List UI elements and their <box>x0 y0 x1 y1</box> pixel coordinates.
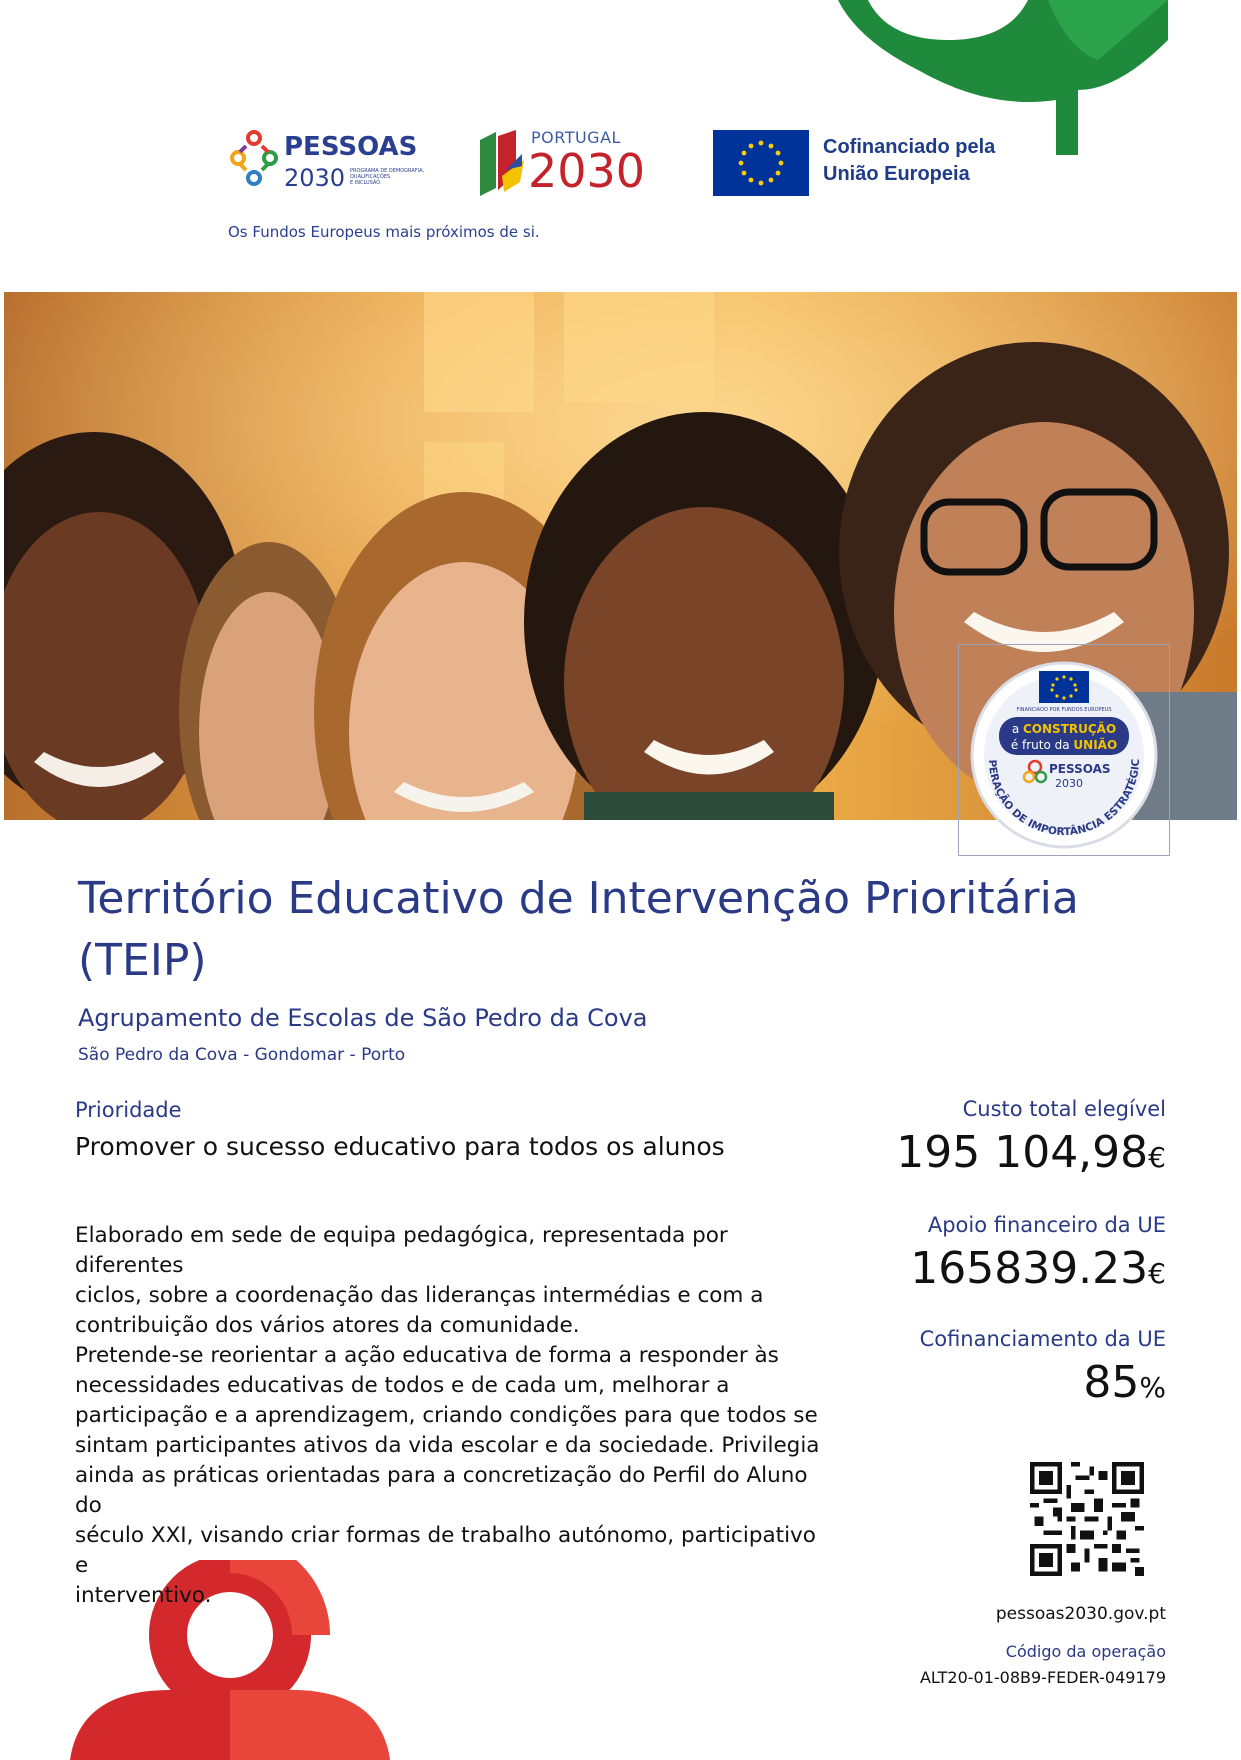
eu-support-value: 165839.23 <box>910 1243 1149 1294</box>
priority-label: Prioridade <box>75 1098 182 1122</box>
portugal-logo-year: 2030 <box>528 144 646 198</box>
pessoas-logo-year: 2030 <box>284 164 346 192</box>
description-line: século XXI, visando criar formas de trabalho autónomo, participativo e <box>75 1523 816 1578</box>
badge-logo-year: 2030 <box>1055 777 1083 790</box>
qr-code-icon[interactable] <box>1030 1462 1144 1576</box>
eu-support-label: Apoio financeiro da UE <box>927 1213 1166 1237</box>
eu-support-unit: € <box>1148 1257 1166 1290</box>
description-line: participação e a aprendizagem, criando condições para que todos se <box>75 1403 818 1428</box>
beneficiary-name: Agrupamento de Escolas de São Pedro da Cova <box>78 1004 648 1032</box>
pessoas-2030-logo <box>228 128 428 198</box>
eu-support-amount <box>910 1244 1166 1299</box>
description-line: sintam participantes ativos da vida escolar e da sociedade. Privilegia <box>75 1433 820 1458</box>
project-title-line2: (TEIP) <box>78 935 207 986</box>
portugal-2030-logo <box>476 128 656 198</box>
strategic-operation-badge <box>958 644 1170 856</box>
program-line: E INCLUSÃO <box>350 180 381 186</box>
website-link[interactable]: pessoas2030.gov.pt <box>995 1604 1166 1624</box>
portugal-flag-stripes-icon <box>476 130 528 196</box>
badge-ring-text: PERAÇÃO DE IMPORTÂNCIA ESTRATÉGIC <box>985 758 1143 839</box>
program-line: PROGRAMA DE DEMOGRAFIA, <box>350 168 425 174</box>
portugal-logo-label: PORTUGAL <box>531 128 621 147</box>
program-line: QUALIFICAÇÕES <box>350 174 391 180</box>
eu-cofinanced-logo <box>713 130 1013 196</box>
cofinancing-unit: % <box>1139 1371 1166 1404</box>
priority-value: Promover o sucesso educativo para todos os alunos <box>75 1132 725 1161</box>
pessoas-tagline: Os Fundos Europeus mais próximos de si. <box>228 223 540 241</box>
badge-line1: a CONSTRUÇÃO <box>1011 722 1117 736</box>
description-line: necessidades educativas de todos e de cada um, melhorar a <box>75 1373 730 1398</box>
eu-cofinanced-text <box>823 134 995 188</box>
project-title-line1: Território Educativo de Intervenção Prioritária <box>78 873 1079 924</box>
operation-code: ALT20-01-08B9-FEDER-049179 <box>919 1668 1166 1687</box>
cofinancing-label: Cofinanciamento da UE <box>919 1327 1166 1351</box>
total-cost-value: 195 104,98 <box>896 1127 1149 1178</box>
cofinancing-amount <box>1083 1358 1166 1413</box>
eu-text-line1: Cofinanciado pela <box>823 136 996 158</box>
eu-text-line2: União Europeia <box>823 163 970 185</box>
project-description <box>75 1221 835 1611</box>
description-line: Pretende-se reorientar a ação educativa de forma a responder às <box>75 1343 779 1368</box>
description-line: interventivo. <box>75 1583 212 1608</box>
description-line: contribuição dos vários atores da comunidade. <box>75 1313 580 1338</box>
total-cost-label: Custo total elegível <box>962 1097 1166 1121</box>
pessoas-symbol-icon <box>228 128 280 196</box>
pessoas-logo-name: PESSOAS <box>284 132 418 162</box>
operation-code-label: Código da operação <box>1005 1642 1166 1661</box>
eu-flag-icon <box>713 130 809 196</box>
badge-line2: é fruto da UNIÃO <box>1010 738 1118 752</box>
total-cost-amount <box>896 1128 1166 1183</box>
project-title <box>78 868 1178 992</box>
pessoas-program-text <box>350 168 424 186</box>
badge-logo-name: PESSOAS <box>1049 762 1111 776</box>
total-cost-unit: € <box>1148 1141 1166 1174</box>
description-line: Elaborado em sede de equipa pedagógica, representada por diferentes <box>75 1223 728 1278</box>
description-line: ainda as práticas orientadas para a concretização do Perfil do Aluno do <box>75 1463 808 1518</box>
project-location: São Pedro da Cova - Gondomar - Porto <box>78 1045 406 1065</box>
description-line: ciclos, sobre a coordenação das lideranças intermédias e com a <box>75 1283 764 1308</box>
badge-seal-icon <box>959 645 1169 855</box>
cofinancing-value: 85 <box>1083 1357 1140 1408</box>
badge-top-text: FINANCIADO POR FUNDOS EUROPEUS <box>1016 707 1112 713</box>
